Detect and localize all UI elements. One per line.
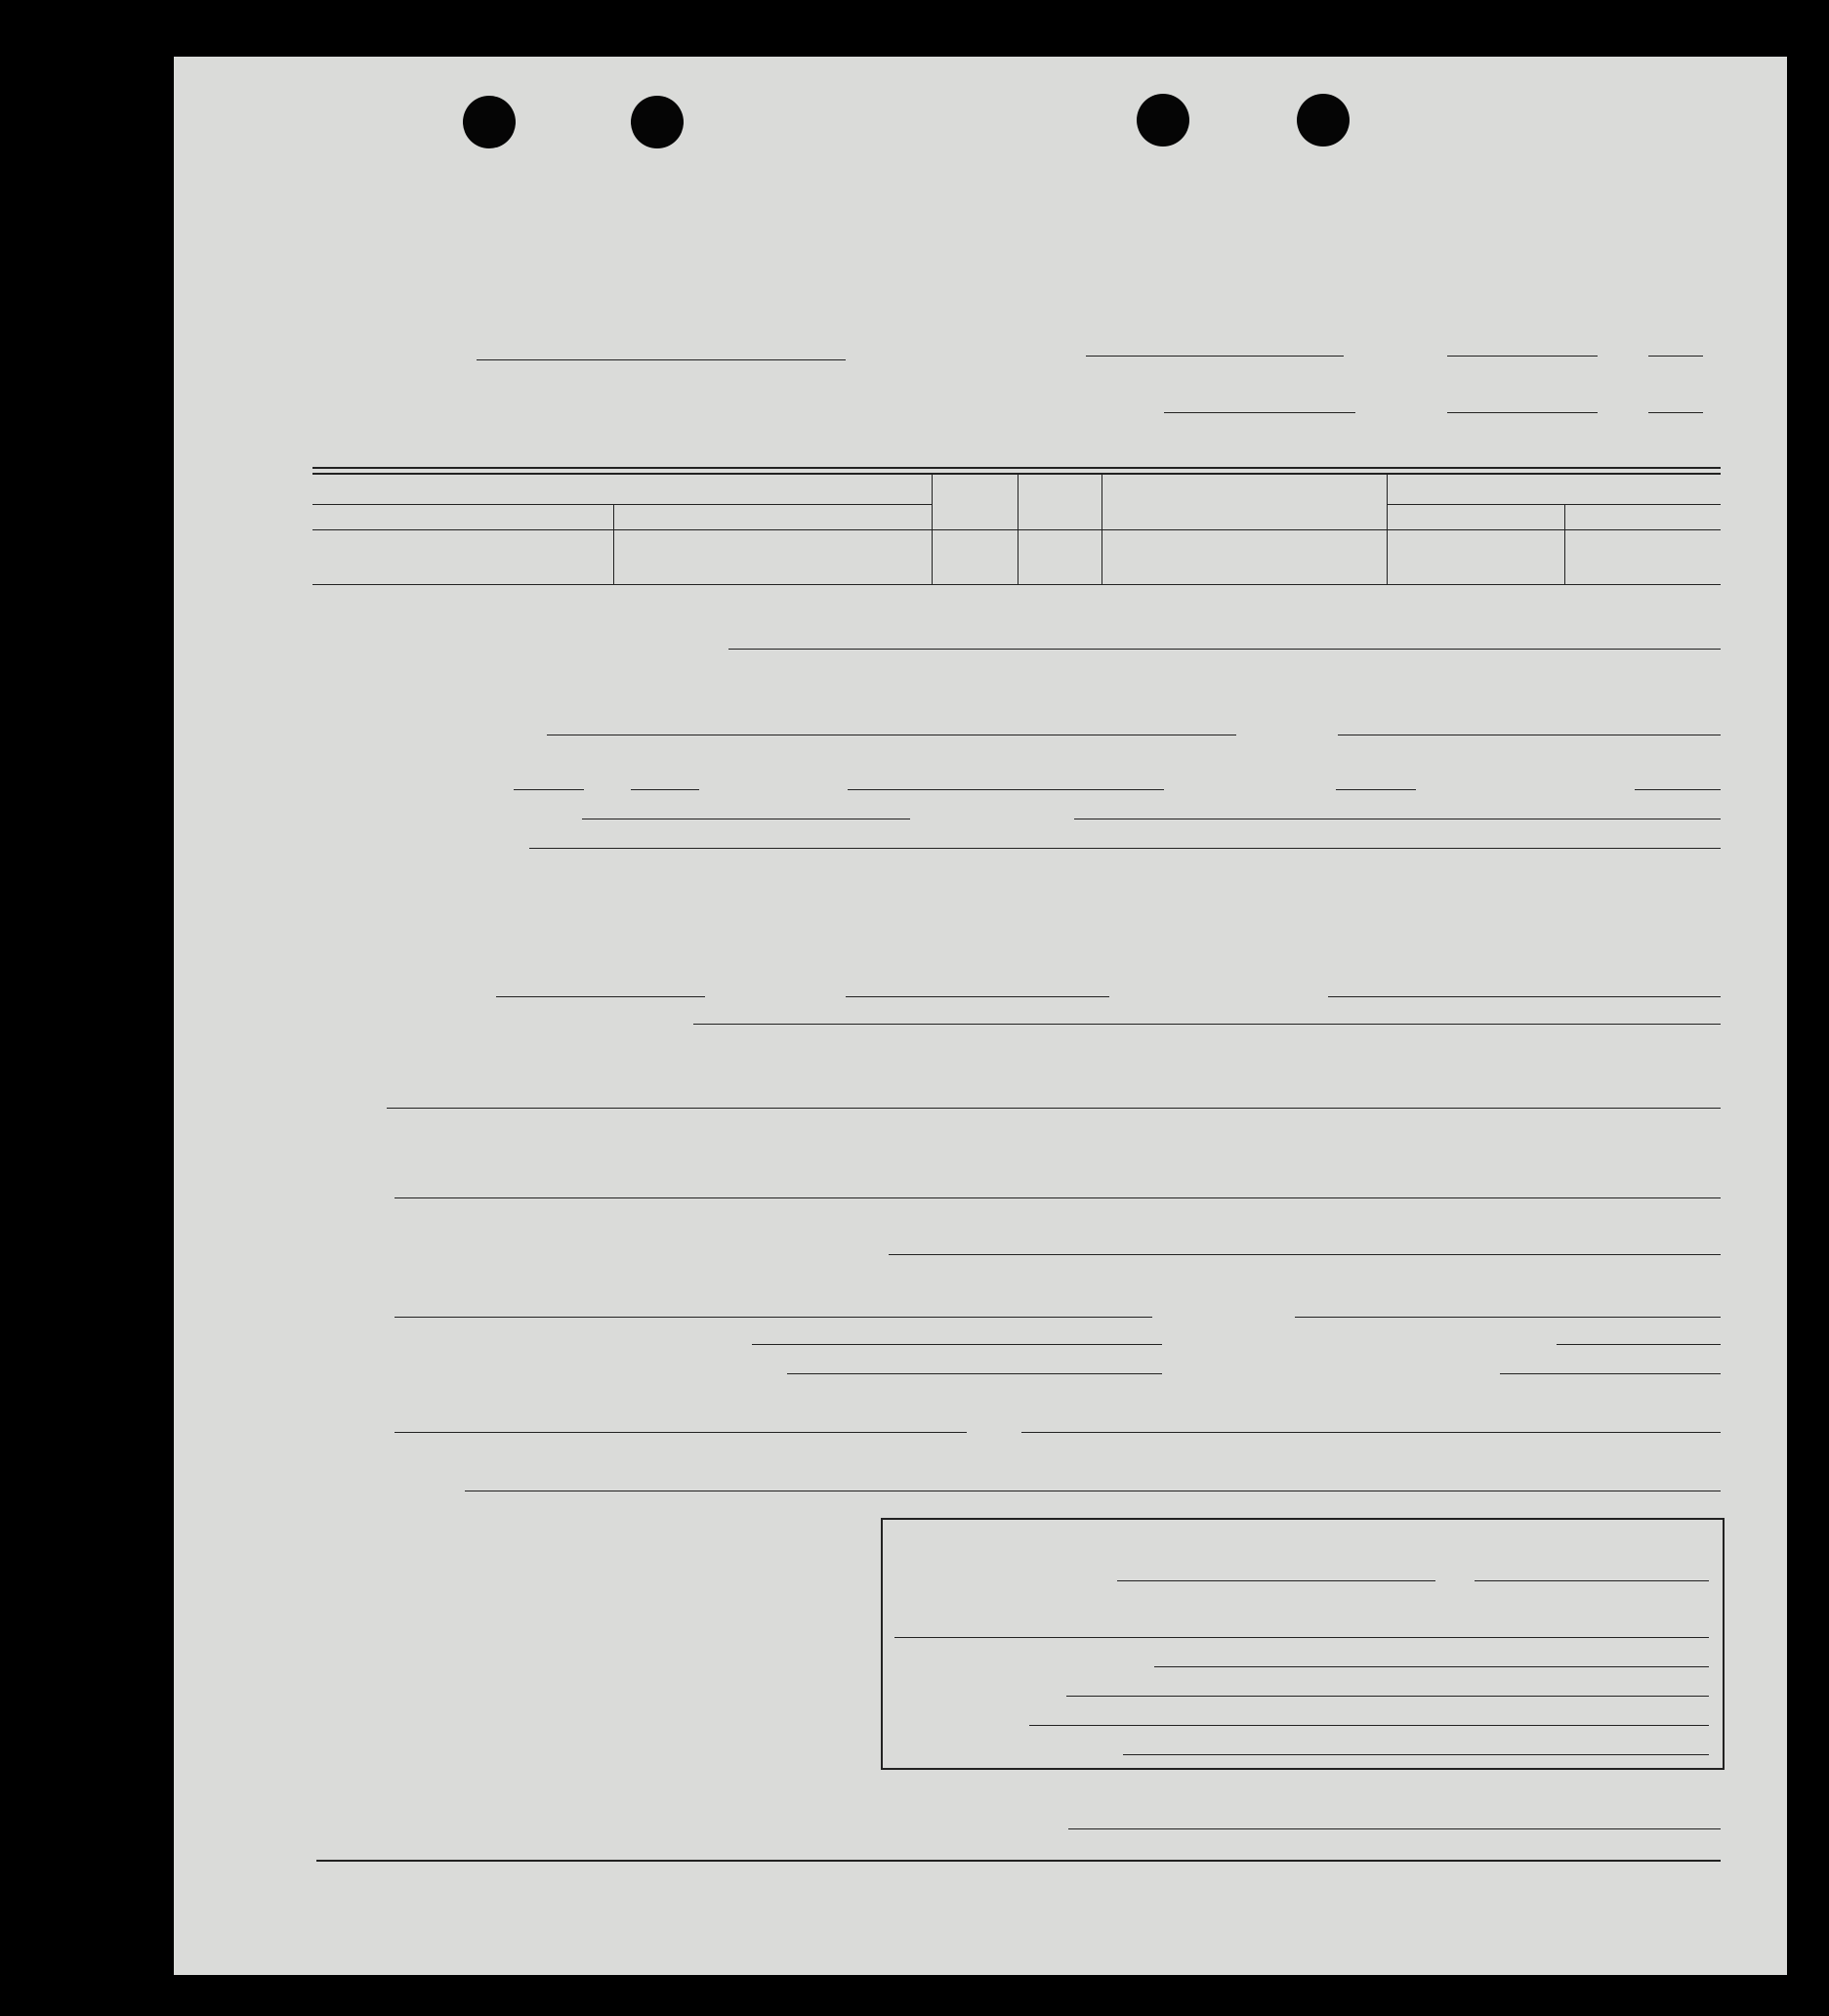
officer-box — [881, 1518, 1725, 1770]
document-page — [174, 57, 1787, 1975]
punch-hole — [1137, 94, 1189, 147]
punch-hole — [1297, 94, 1350, 147]
punch-hole — [631, 96, 684, 148]
punch-hole — [463, 96, 516, 148]
